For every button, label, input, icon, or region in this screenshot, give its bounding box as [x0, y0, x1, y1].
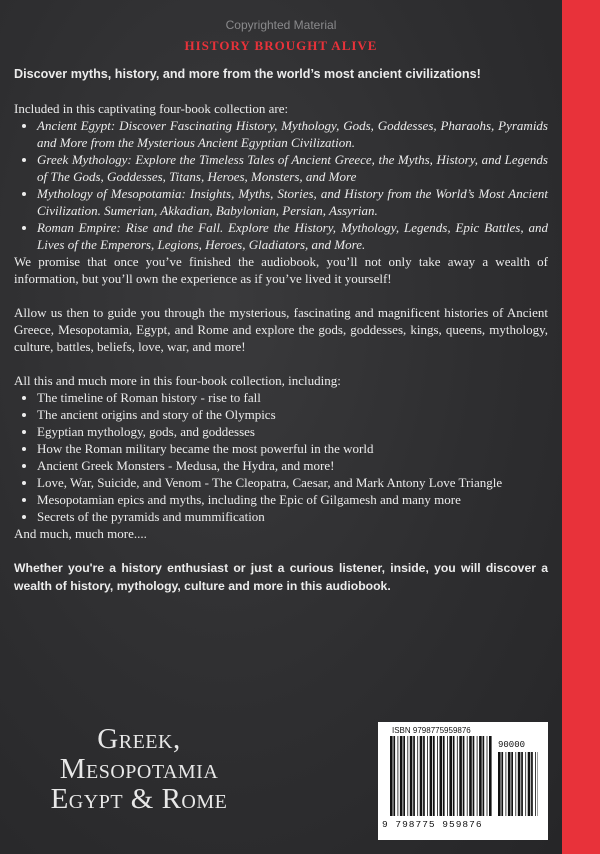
isbn-label: ISBN 9798775959876	[392, 726, 471, 735]
spine-stripe	[562, 0, 600, 854]
guide-paragraph: Allow us then to guide you through the mysterious, fascinating and magnificent histories of Ancient Greece, Mesopotamia, Egypt, and Rome and explore the gods, goddesses, kings, queens, mythology, culture, battles, beliefs, love, war, and more!	[14, 305, 548, 354]
price-code: 90000	[498, 740, 526, 750]
topic-item: • Ancient Greek Monsters - Medusa, the Hydra, and more!	[37, 457, 548, 474]
barcode-bars-addon	[498, 752, 538, 816]
topic-item: • Mesopotamian epics and myths, including the Epic of Gilgamesh and many more	[37, 491, 548, 508]
series-line: Mesopotamia	[59, 753, 219, 785]
much-more-line: And much, much more....	[14, 526, 147, 541]
topic-item: • How the Roman military became the most powerful in the world	[37, 440, 548, 457]
book-item: • Greek Mythology: Explore the Timeless Tales of Ancient Greece, the Myths, History, and Legends of The Gods, Goddesses, Titans, Heroes, Monsters, and More	[37, 151, 548, 185]
barcode-bars-main	[390, 736, 492, 816]
topic-item: • The ancient origins and story of the Olympics	[37, 406, 548, 423]
series-line: Greek,	[97, 723, 181, 755]
topic-item: • Egyptian mythology, gods, and goddesses	[37, 423, 548, 440]
topic-item: • Secrets of the pyramids and mummification	[37, 508, 548, 525]
series-title	[14, 724, 264, 814]
book-item: • Mythology of Mesopotamia: Insights, Myths, Stories, and History from the World’s Most Ancient Civilization. Sumerian, Akkadian, Babylonian, Persian, Assyrian.	[37, 185, 548, 219]
promise-paragraph: We promise that once you’ve finished the audiobook, you’ll not only take away a wealth of information, but you’ll own the experience as if you’ve lived it yourself!	[14, 254, 548, 286]
book-item: • Roman Empire: Rise and the Fall. Explore the History, Mythology, Legends, Epic Battles, and Lives of the Emperors, Legions, Heroes, Gladiators, and More.	[37, 219, 548, 253]
cover-heading: HISTORY BROUGHT ALIVE	[184, 38, 378, 53]
topic-list	[14, 389, 548, 525]
lead-sentence: Discover myths, history, and more from the world’s most ancient civilizations!	[14, 67, 481, 81]
included-intro: Included in this captivating four-book collection are:	[14, 101, 289, 116]
isbn-barcode	[378, 722, 548, 840]
series-line: Egypt & Rome	[50, 783, 228, 815]
book-list	[14, 117, 548, 253]
copyright-watermark: Copyrighted Material	[225, 18, 337, 32]
barcode-digits: 9 798775 959876	[382, 819, 483, 830]
description-body	[14, 66, 548, 595]
closing-paragraph: Whether you're a history enthusiast or just a curious listener, inside, you will discover a wealth of history, mythology, culture and more in this audiobook.	[14, 561, 548, 593]
topic-item: • Love, War, Suicide, and Venom - The Cleopatra, Caesar, and Mark Antony Love Triangle	[37, 474, 548, 491]
topics-intro: All this and much more in this four-book collection, including:	[14, 373, 341, 388]
book-item: • Ancient Egypt: Discover Fascinating History, Mythology, Gods, Goddesses, Pharaohs, Pyramids and More from the Mysterious Ancient Egyptian Civilization.	[37, 117, 548, 151]
topic-item: • The timeline of Roman history - rise to fall	[37, 389, 548, 406]
